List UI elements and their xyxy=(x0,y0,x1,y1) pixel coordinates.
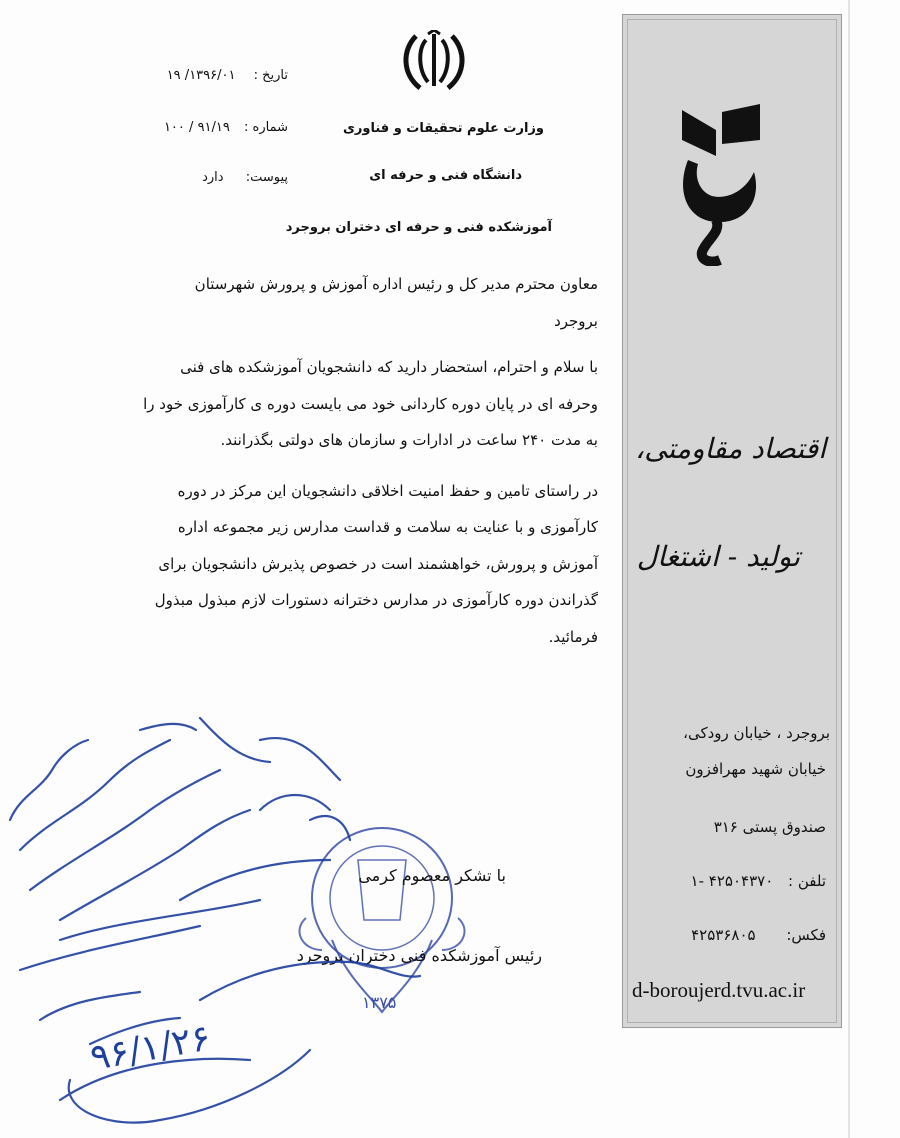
college-logo-icon xyxy=(676,100,766,266)
fax-value: ۴۲۵۳۶۸۰۵ xyxy=(691,926,756,944)
signature-thanks: با تشکر معصوم کرمی xyxy=(358,866,506,885)
page-edge xyxy=(848,0,850,1138)
university-name: دانشگاه فنی و حرفه ای xyxy=(369,168,522,183)
addressee-line-2: بروجرد xyxy=(554,311,598,330)
number-label: شماره : xyxy=(244,120,288,135)
postbox: صندوق پستی ۳۱۶ xyxy=(713,818,826,836)
attachment-label: پیوست: xyxy=(245,170,288,185)
phone-value: ۴۲۵۰۴۳۷۰ -۱ xyxy=(690,872,774,890)
slogan-line-1: اقتصاد مقاومتی، xyxy=(635,432,826,465)
website-link[interactable]: d-boroujerd.tvu.ac.ir xyxy=(632,978,806,1002)
date-value: ۱۳۹۶/۰۱/ ۱۹ xyxy=(166,68,236,83)
addressee xyxy=(140,266,598,339)
number-value: ۹۱/۱۹ / ۱۰۰ xyxy=(163,120,230,135)
iran-emblem-icon xyxy=(398,30,470,92)
addressee-line-1: معاون محترم مدیر کل و رئیس اداره آموزش و پرورش شهرستان xyxy=(194,275,598,293)
attachment-value: دارد xyxy=(202,170,224,185)
college-name: آموزشکده فنی و حرفه ای دختران بروجرد xyxy=(285,220,552,235)
handwritten-notes xyxy=(0,700,560,1138)
fax-label: فکس: xyxy=(786,926,826,944)
paragraph-2: در راستای تامین و حفظ امنیت اخلاقی دانشجویان این مرکز در دوره کارآموزی و با عنایت به سلامت و قداست مدارس زیر مجموعه اداره آموزش و پرورش، خواهشمند است در خصوص پذیرش دانشجویان برای گذراندن دوره کارآموزی در مدارس دخترانه دستورات لازم مبذول مبذول فرمائید. xyxy=(154,481,598,646)
ministry-name: وزارت علوم تحقیقات و فناوری xyxy=(342,121,544,136)
stamp-year: ۱۳۷۵ xyxy=(362,993,397,1012)
date-label: تاریخ : xyxy=(253,68,288,83)
signature-title: رئیس آموزشکده فنی دختران بروجرد xyxy=(296,946,542,965)
fax-line xyxy=(640,926,826,944)
letter-body xyxy=(140,266,598,669)
handwritten-date: ۹۶/۱/۲۶ xyxy=(87,1017,214,1079)
number-line xyxy=(138,120,288,135)
phone-label: تلفن : xyxy=(788,872,826,890)
phone-line xyxy=(640,872,826,890)
slogan-line-2: تولید - اشتغال xyxy=(636,540,800,573)
attachment-line xyxy=(180,170,288,185)
address-line-2: خیابان شهید مهرافزون xyxy=(685,760,826,778)
address-line-1: بروجرد ، خیابان رودکی، xyxy=(683,724,830,742)
paragraph-1: با سلام و احترام، استحضار دارید که دانشجویان آموزشکده های فنی وحرفه ای در پایان دوره کاردانی خود می بایست دوره ی کارآموزی خود را به مدت ۲۴۰ ساعت در ادارات و سازمان های دولتی بگذرانند. xyxy=(143,358,598,449)
date-line xyxy=(138,68,288,83)
